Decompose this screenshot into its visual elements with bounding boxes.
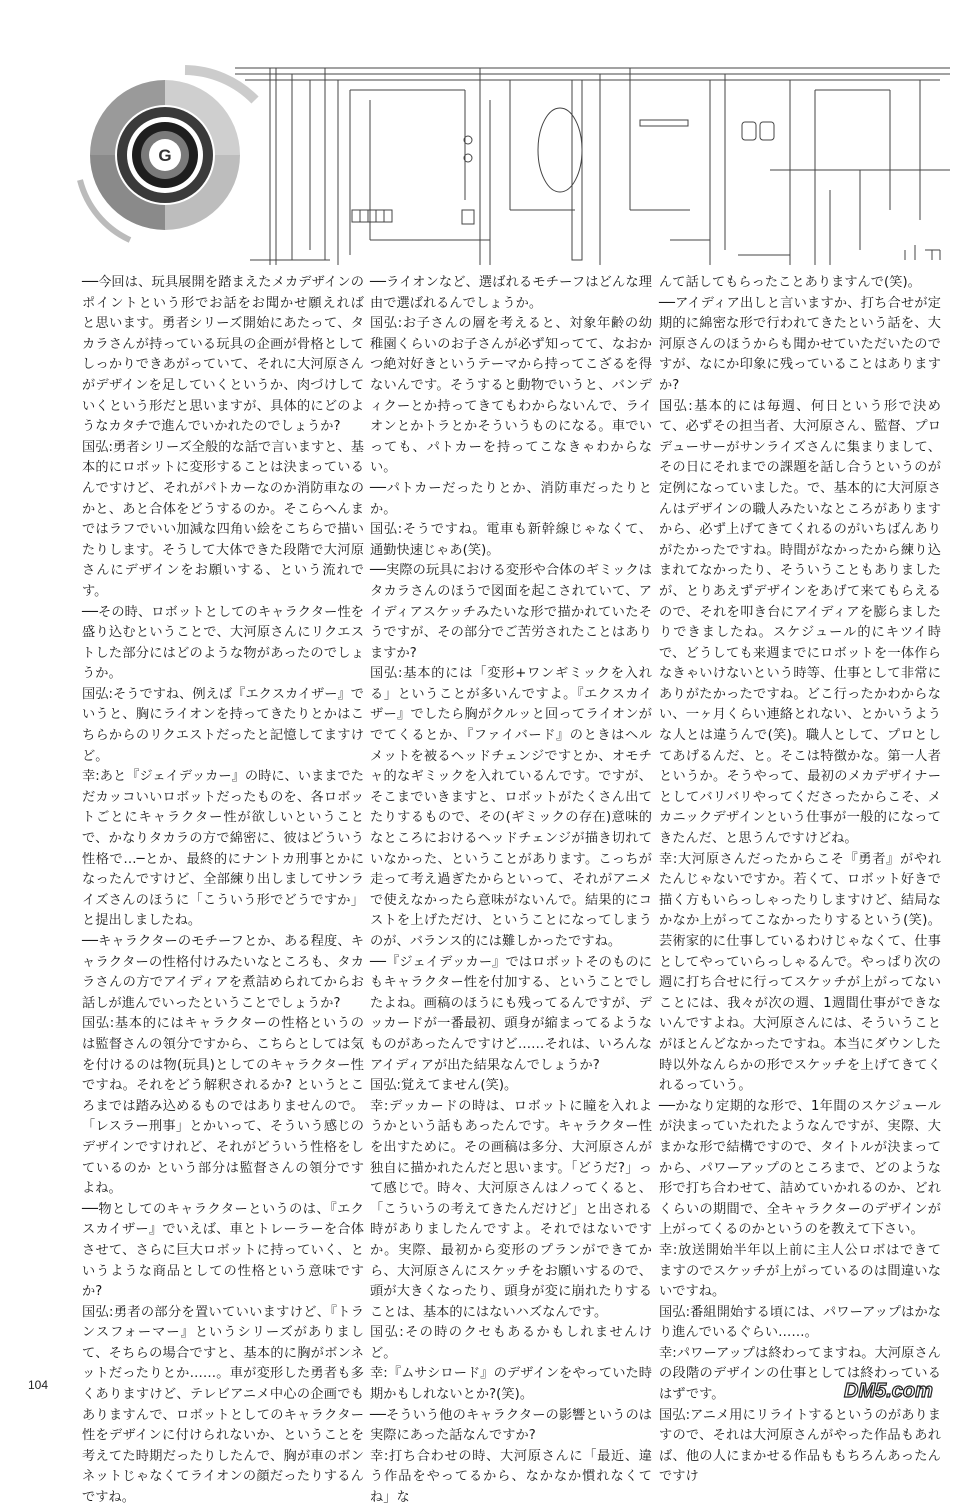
paragraph: 国弘:基本的にはキャラクターの性格というのは監督さんの領分ですから、こちらとしては気を付けるのは物(玩具)としてのキャラクター性ですね。それをどう解釈されるか? というところまでは踏み込めるものではありませんので。「レスラー刑事」とかいって、そういう感じのデザインですけれど、それがどういう性格をしているのか という部分は監督さんの領分ですよね。 (82, 1016, 364, 1197)
header-mecha-diagram (70, 60, 950, 270)
paragraph: 幸:放送開始半年以上前に主人公ロボはできてますのでスケッチが上がっているのは間違いないですね。 (659, 1242, 941, 1300)
paragraph: 国弘:基本的には「変形+ワンギミックを入れる」ということが多いんですよ。『エクスカイザー』でしたら胸がクルッと回ってライオンがでてくるとか、『ファイバード』のときはヘルメットを被るヘッドチェンジですとか、オモチャ的なギミックを入れているんです。ですが、そこまでいきますと、ロボットがたくさん出てたりするもので、その(ギミックの存在)意味的なところにおけるヘッドチェンジが描き切れていなかった、ということがあります。こっちが走って考え過ぎたからといって、それがアニメで使えなかったら意味がないんで。結果的にコストを上げただけ、ということになってしまうのが、バランス的には難しかったですね。 (370, 666, 652, 949)
paragraph: ──アイディア出しと言いますか、打ち合せが定期的に綿密な形で行われてきたという話を、大河原さんのほうからも聞かせていただいたのですが、なにか印象に残っていることはありますか? (659, 295, 941, 393)
paragraph: んて話してもらったことありますんで(笑)。 (659, 275, 921, 290)
watermark-text: DM5.com (844, 1380, 933, 1402)
paragraph: 国弘:勇者の部分を置いていいますけど、『トランスフォーマー』というシリーズがありまして、そちらの場合ですと、基本的に胸がボンネットだったりとか……。車が変形した勇者も多くありますけど、テレビアニメ中心の企画でもありますんで、ロボットとしてのキャラクター性をデザインに付けられないか、ということを考えてた時期だったりしたんで、胸が車のボンネットじゃなくてライオンの顔だったりするんですね。 (82, 1304, 364, 1506)
paragraph: ──今回は、玩具展開を踏まえたメカデザインのポイントという形でお話をお聞かせ願えれば と思います。勇者シリーズ開始にあたって、タカラさんが持っている玩具の企画が骨格としてしっかりできあがっていて、それに大河原さんがデザインを足していくというか、肉づけしていくという形だと思いますが、具体的にどのようなカタチで進んでいかれたのでしょうか? (82, 275, 364, 435)
article-column-3 (659, 273, 941, 1488)
paragraph: 国弘:お子さんの層を考えると、対象年齢の幼稚園くらいのお子さんが必ず知ってて、なおかつ絶対好きというテーマから持ってこざるを得ないんです。そうすると動物でいうと、バンディクーとか持ってきてもわからないんで、ライオンとかトラとかそういうものになる。車でいっても、パトカーを持ってこなきゃわからない。 (370, 316, 652, 476)
paragraph: ──実際の玩具における変形や合体のギミックはタカラさんのほうで図面を起こされていて、アイディアスケッチみたいな形で描かれていたそうですが、その部分でご苦労されたことはありますか? (370, 563, 652, 661)
paragraph: ──キャラクターのモチーフとか、ある程度、キャラクターの性格付けみたいなところも、タカラさんの方でアイディアを煮詰められてからお話しが進んでいったということでしょうか? (82, 934, 364, 1011)
paragraph: 国弘:その時のクセもあるかもしれませんけど。 (370, 1325, 652, 1361)
paragraph: ──ライオンなど、選ばれるモチーフはどんな理由で選ばれるんでしょうか。 (370, 275, 652, 311)
target-emblem (80, 70, 255, 240)
technical-lines (235, 68, 950, 265)
paragraph: ──その時、ロボットとしてのキャラクター性を盛り込むということで、大河原さんにリクエストした部分にはどのような物があったのでしょうか。 (82, 604, 364, 682)
paragraph: 幸:パワーアップは終わってますね。大河原さんの段階のデザインの仕事としては終わっているはずです。 (659, 1345, 941, 1403)
paragraph: 国弘:勇者シリーズ全般的な話で言いますと、基本的にロボットに変形することは決まっているんですけど、それがパトカーなのか消防車なのかと、あと合体をどうするのか。そこらへんまではラフでいい加減な四角い絵をこちらで描いたりします。そうして大体できた段階で大河原さんにデザインをお願いする、という流れです。 (82, 439, 364, 599)
paragraph: ──『ジェイデッカー』ではロボットそのものにもキャラクター性を付加する、ということでしたよね。画稿のほうにも残ってるんですが、デッカードが一番最初、頭身が縮まってるようなものがあったんですけど……それは、いろんなアイディアが出た結果なんでしょうか? (370, 954, 652, 1073)
paragraph: ──物としてのキャラクターというのは、『エクスカイザー』でいえば、車とトレーラーを合体させて、さらに巨大ロボットに持っていく、というような商品としての性格という意味ですか? (82, 1201, 364, 1300)
emblem-letter: G (158, 146, 172, 165)
paragraph: 幸:打ち合わせの時、大河原さんに「最近、違う作品をやってるから、なかなか慣れなくてね」な (370, 1448, 652, 1506)
paragraph: ──パトカーだったりとか、消防車だったりとか。 (370, 480, 652, 517)
paragraph: 幸:大河原さんだったからこそ『勇者』がやれたんじゃないですか。若くて、ロボット好きで描く方もいらっしゃったりしますけど、結局なかなか上がってこなかったりするという(笑)。芸術家的に仕事しているわけじゃなくて、仕事としてやっていらっしゃるんで。やっぱり次の週に打ち合せに行ってスケッチが上がってないことには、我々が次の週、1週間仕事ができないんですよね。大河原さんには、そういうことがほとんどなかったですね。本当にダウンした時以外なんらかの形でスケッチを上げてきてくれるっていう。 (659, 851, 941, 1094)
article-column-2 (370, 273, 652, 1509)
paragraph: 国弘:そうですね。電車も新幹線じゃなくて、通勤快速じゃあ(笑)。 (370, 522, 652, 558)
article-column-1 (82, 273, 364, 1509)
paragraph: 国弘:基本的には毎週、何日という形で決めて、必ずその担当者、大河原さん、監督、プロデューサーがサンライズさんに集まりまして、その日にそれまでの課題を話し合うというのが定例になっていました。で、基本的に大河原さんはデザインの職人みたいなところがありますから、必ず上げてきてくれるのがいちばんありがたかったですね。時間がなかったから練り込まれてなかったり、そういうこともありましたが、とりあえずデザインをあげて来てもらえるので、それを叩き台にアイディアを膨らましたりできましたね。スケジュール的にキツイ時で、どうしても来週までにロボットを一体作らなきゃいけないという時等、仕事として非常にありがたかったですね。どこ行ったかわからない、一ヶ月くらい連絡とれない、とかいうような人とは違うんで(笑)。職人として、プロとしてあげるんだ、と。そこは特徴かな。第一人者というか。そうやって、最初のメカデザイナーとしてバリバリやってくださったからこそ、メカニックデザインという仕事が一般的になってきたんだ、と思うんですけどね。 (659, 398, 941, 847)
page-number: 104 (28, 1378, 49, 1392)
watermark-logo (842, 1376, 942, 1404)
paragraph: 国弘:番組開始する頃には、パワーアップはかなり進んでいるぐらい……。 (659, 1304, 941, 1341)
paragraph: 幸:『ムサシロード』のデザインをやっていた時期かもしれないとか?(笑)。 (370, 1366, 652, 1403)
paragraph: 国弘:そうですね、例えば『エクスカイザー』でいうと、胸にライオンを持ってきたりとかはこちらからのリクエストだったと記憶してますけど。 (82, 686, 364, 764)
paragraph: 国弘:アニメ用にリライトするというのがありますので、それは大河原さんがやった作品もあれば、他の人にまかせる作品ももちろんあったんですけ (659, 1407, 941, 1485)
paragraph: 幸:あと『ジェイデッカー』の時に、いままでただカッコいいロボットだったものを、各ロボットごとにキャラクター性が欲しいということで、かなりタカラの方で綿密に、彼はどういう性格で…─とか、最終的にナントカ刑事とかになったんですけど、全部練り出しましてサンライズさんのほうに「こういう形でどうですか」と提出しましたね。 (82, 769, 364, 929)
paragraph: 国弘:覚えてません(笑)。 (370, 1078, 518, 1094)
paragraph: ──かなり定期的な形で、1年間のスケジュールが決まっていたれたようなんですが、実際、大まかな形で結構ですので、タイトルが決まってから、パワーアップのところまで、どのような形で打ち合わせて、詰めていかれるのか、どれくらいの期間で、全キャラクターのデザインが上がってくるのかというのを教えて下さい。 (659, 1098, 941, 1238)
paragraph: ──そういう他のキャラクターの影響というのは実際にあった話なんですか? (370, 1407, 652, 1444)
paragraph: 幸:デッカードの時は、ロボットに瞳を入れようかという話もあったんです。キャラクター性を出すために。その画稿は多分、大河原さんが独自に描かれたんだと思います。「どうだ?」って感じで。時々、大河原さんはノってくると、「こういうの考えてきたんだけど」と出される時がありましたんですよ。それではないですか。実際、最初から変形のプランができてから、大河原さんにスケッチをお願いするので、頭が大きくなったり、頭身が変に崩れたりすることは、基本的にはないハズなんです。 (370, 1098, 652, 1320)
